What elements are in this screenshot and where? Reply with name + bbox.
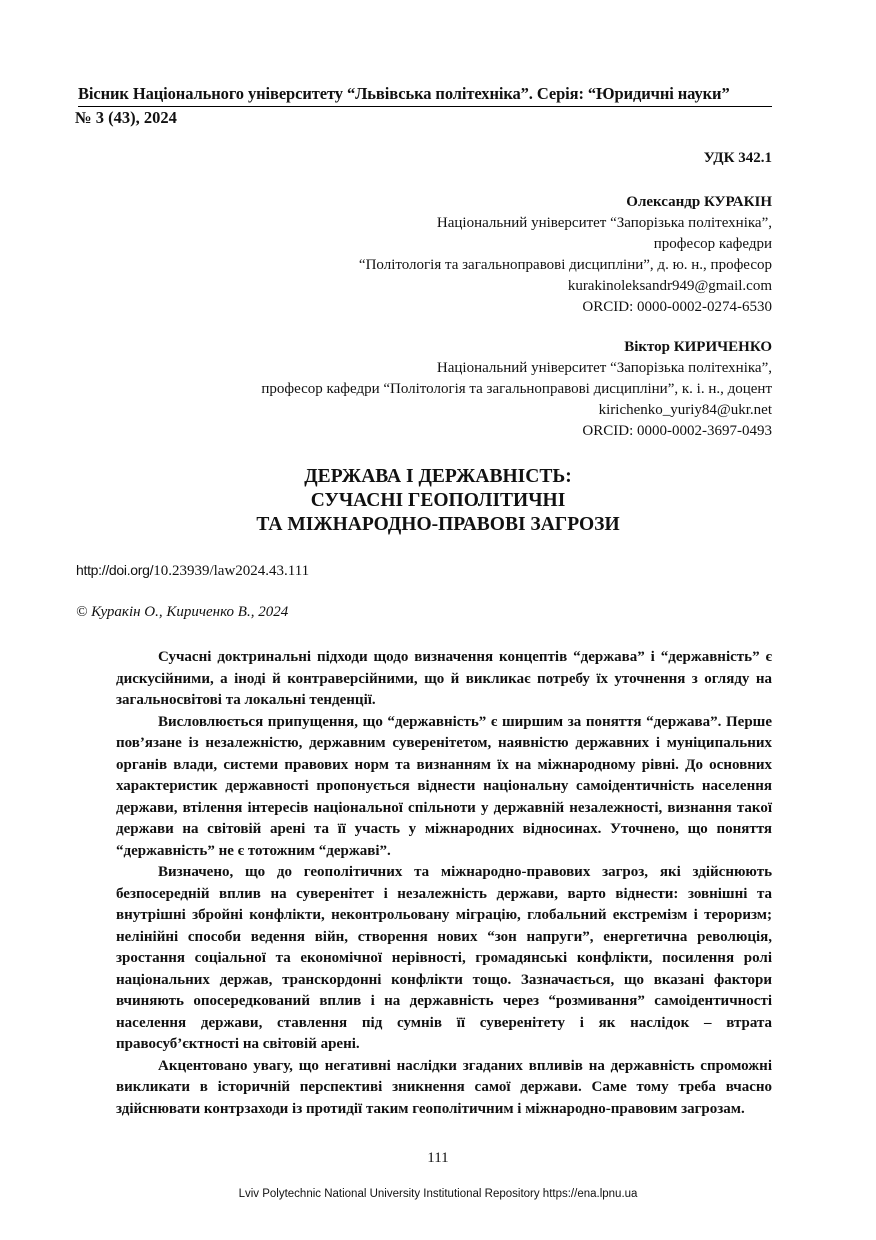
author-block-1 [72,192,772,318]
author-orcid: ORCID: 0000-0002-3697-0493 [582,423,772,439]
abstract-paragraph: Висловлюється припущення, що “державність” є ширшим за поняття “держава”. Перше пов’язане із незалежністю, державним суверенітетом, наявністю державних і муніципальних органів влади, системи правових норм та визнанням їх на міжнародному рівні. До основних характеристик державності пропонується віднести національну самоідентичність населення держави, втілення інтересів національної спільноти у державній незалежності, визнання такої держави на світовій арені та її участь у міжнародних відносинах. Уточнено, що поняття “державність” не є тотожним “державі”. [116,713,772,859]
author-position: професор кафедри “Політологія та загальноправові дисципліни”, к. і. н., доцент [261,381,772,397]
author-email[interactable]: kirichenko_yuriy84@ukr.net [598,402,772,418]
author-email[interactable]: kurakinoleksandr949@gmail.com [567,278,772,294]
author-position: професор кафедри [653,236,772,252]
title-line: ДЕРЖАВА І ДЕРЖАВНІСТЬ: [304,466,572,487]
doi-link[interactable] [76,562,309,580]
abstract-paragraph: Визначено, що до геополітичних та міжнародно-правових загроз, які здійснюють безпосередній вплив на суверенітет і незалежність держави, варто віднести: зовнішні та внутрішні збройні конфлікти, неконтрольовану міграцію, глобальний екстремізм і тероризм; нелінійні способи ведення війн, створення нових “зон напруги”, енергетична революція, зростання соціальної та економічної нерівності, громадянські конфлікти, посилення ролі національних держав, транскордонні конфлікти тощо. Зазначається, що вказані фактори вчиняють опосередкований вплив і на державність через “розмивання” самоідентичності населення держави, ставлення під сумнів її суверенітету і як наслідок – втрата правосуб’єктності на світовій арені. [116,864,772,1052]
udk-code: УДК 342.1 [703,150,772,166]
page-number: 111 [427,1150,449,1166]
author-affiliation: Національний університет “Запорізька політехніка”, [436,360,772,376]
repository-footer: Lviv Polytechnic National University Institutional Repository https://ena.lpnu.ua [238,1188,638,1200]
author-block-2 [72,337,772,442]
doi-path[interactable]: 10.23939/law2024.43.111 [153,563,310,579]
title-line: СУЧАСНІ ГЕОПОЛІТИЧНІ [310,490,566,511]
abstract-paragraph: Сучасні доктринальні підходи щодо визначення концептів “держава” і “державність” є дискусійними, а іноді й контраверсійними, що й викликає потребу їх уточнення з огляду на загальносвітові та локальні тенденції. [116,649,772,708]
abstract-paragraph: Акцентовано увагу, що негативні наслідки згаданих впливів на державність спроможні викликати в історичній перспективі зникнення самої держави. Саме тому треба вчасно здійснювати контрзаходи із протидії таким геополітичним і міжнародно-правовим загрозам. [116,1057,772,1117]
author-department: “Політологія та загальноправові дисципліни”, д. ю. н., професор [358,257,772,273]
issue-number: № 3 (43), 2024 [75,108,177,127]
author-name: Олександр КУРАКІН [626,194,772,210]
doi-host[interactable]: http://doi.org/ [76,562,154,578]
author-name: Віктор КИРИЧЕНКО [624,339,772,355]
abstract [116,647,772,1120]
article-title [0,465,876,537]
title-line: ТА МІЖНАРОДНО-ПРАВОВІ ЗАГРОЗИ [256,514,620,535]
author-orcid: ORCID: 0000-0002-0274-6530 [582,299,772,315]
copyright: © Куракін О., Кириченко В., 2024 [76,604,289,620]
journal-title: Вісник Національного університету “Львівська політехніка”. Серія: “Юридичні науки” [78,84,772,107]
author-affiliation: Національний університет “Запорізька політехніка”, [436,215,772,231]
